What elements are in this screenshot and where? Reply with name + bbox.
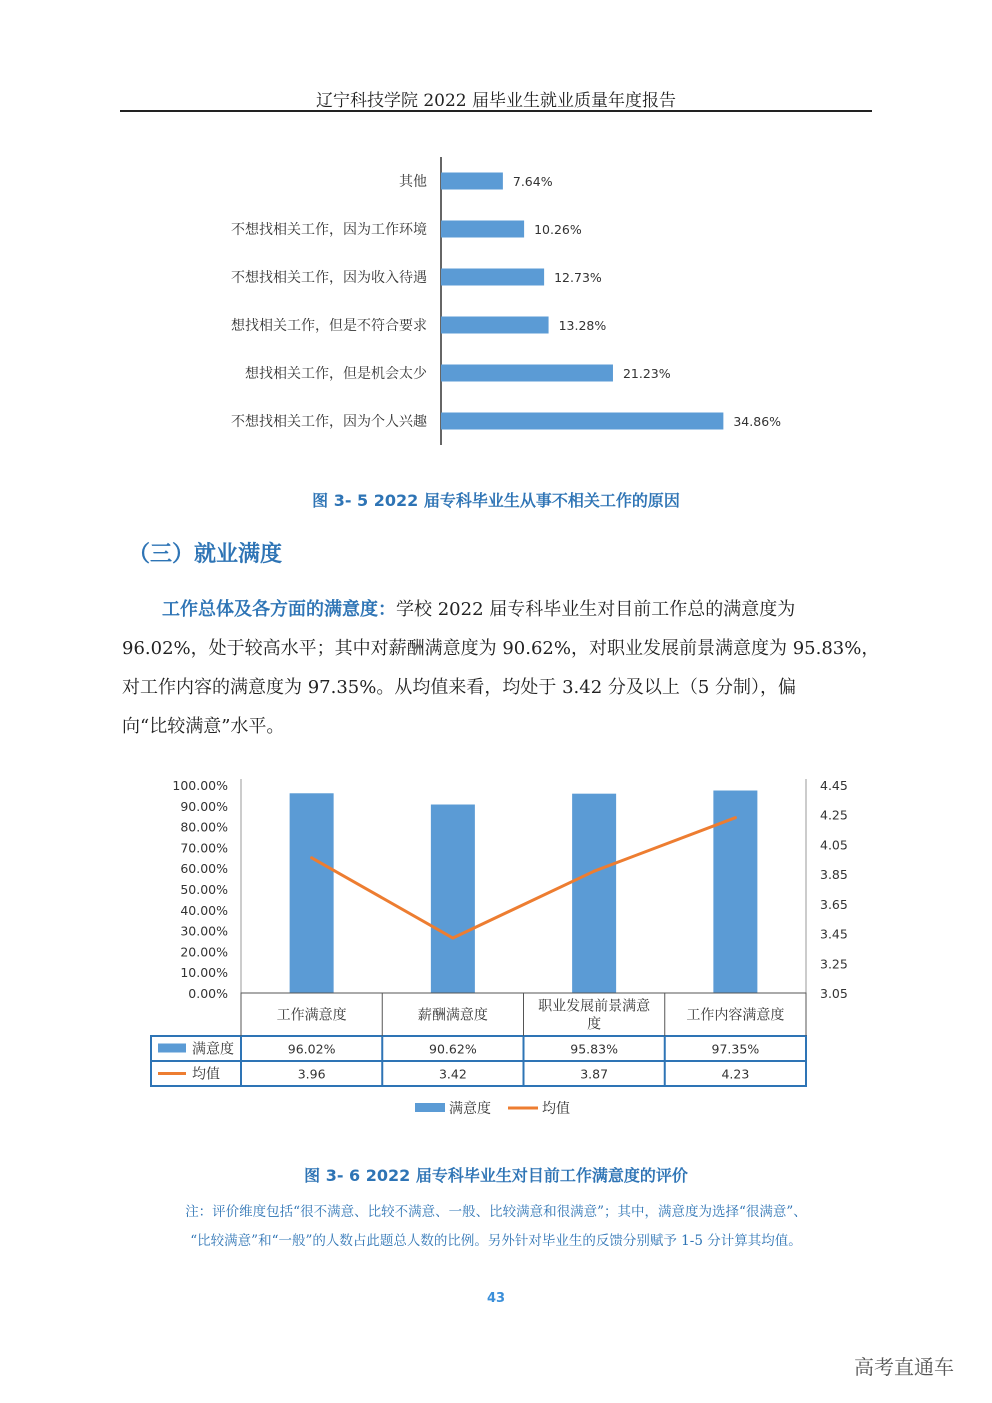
- paragraph-line-4: 向“比较满意”水平。: [122, 716, 285, 737]
- mean-value-4: 4.23: [721, 1066, 750, 1082]
- section-title: （三）就业满度: [128, 542, 283, 567]
- satisfaction-value-1: 96.02%: [287, 1041, 336, 1057]
- page-header: 辽宁科技学院 2022 届毕业生就业质量年度报告: [315, 91, 677, 111]
- satisfaction-value-2: 90.62%: [429, 1041, 477, 1057]
- right-tick-5: 4.05: [820, 837, 848, 853]
- category-label-4: 想找相关工作，但是不符合要求: [231, 318, 427, 334]
- figure-3-5-caption: 图 3- 5 2022 届专科毕业生从事不相关工作的原因: [312, 491, 680, 510]
- category-label-3-2: 度: [587, 1016, 602, 1033]
- category-label-3-1: 职业发展前景满意: [538, 998, 651, 1015]
- row-label-satisfaction: 满意度: [192, 1041, 234, 1058]
- right-tick-0: 3.05: [820, 986, 848, 1001]
- data-label-3: 12.73%: [554, 270, 602, 285]
- paragraph-line-1-text: 学校 2022 届专科毕业生对目前工作总的满意度为: [396, 599, 796, 620]
- left-tick-6: 60.00%: [180, 861, 228, 877]
- legend-label-mean: 均值: [542, 1101, 570, 1117]
- left-tick-3: 30.00%: [180, 923, 228, 939]
- mean-value-1: 3.96: [297, 1066, 326, 1082]
- satisfaction-bar-2: [431, 805, 475, 993]
- paragraph-line-2: 96.02%，处于较高水平；其中对薪酬满意度为 90.62%，对职业发展前景满意度为 95.83%，: [122, 638, 880, 659]
- category-label-1: 其他: [399, 174, 427, 190]
- satisfaction-bar-3: [572, 794, 616, 993]
- data-label-4: 13.28%: [558, 318, 607, 333]
- category-label-2: 不想找相关工作，因为工作环境: [231, 222, 427, 238]
- right-tick-1: 3.25: [820, 956, 848, 972]
- data-label-5: 21.23%: [622, 366, 671, 381]
- left-tick-10: 100.00%: [172, 778, 228, 793]
- watermark: 高考直通车: [854, 1355, 954, 1379]
- category-label-6: 不想找相关工作，因为个人兴趣: [231, 414, 427, 430]
- category-label-2-1: 薪酬满意度: [417, 1007, 488, 1024]
- left-tick-2: 20.00%: [180, 944, 228, 960]
- left-tick-1: 10.00%: [180, 965, 228, 981]
- figure-note-line-2: “比较满意”和“一般”的人数占此题总人数的比例。另外针对毕业生的反馈分别赋予 1-5 分计算其均值。: [190, 1233, 802, 1249]
- satisfaction-bar-4: [713, 791, 757, 993]
- data-label-6: 34.86%: [733, 414, 782, 429]
- left-tick-0: 0.00%: [188, 986, 228, 1001]
- mean-point-2: [451, 937, 454, 940]
- figure-3-6-caption: 图 3- 6 2022 届专科毕业生对目前工作满意度的评价: [304, 1166, 688, 1185]
- data-label-2: 10.26%: [534, 222, 582, 237]
- satisfaction-value-4: 97.35%: [711, 1041, 760, 1057]
- paragraph-lead: 工作总体及各方面的满意度：: [162, 599, 396, 620]
- satisfaction-bar-1: [290, 793, 334, 993]
- mean-score-line: [312, 818, 736, 938]
- left-tick-4: 40.00%: [180, 902, 228, 918]
- mean-point-1: [310, 856, 313, 859]
- mean-point-3: [593, 870, 596, 873]
- left-tick-8: 80.00%: [180, 819, 228, 835]
- category-label-4-1: 工作内容满意度: [686, 1007, 785, 1024]
- data-label-1: 7.64%: [512, 174, 553, 189]
- right-tick-7: 4.45: [820, 778, 848, 793]
- right-tick-4: 3.85: [820, 867, 848, 883]
- row-key-satisfaction: [158, 1044, 186, 1053]
- right-tick-6: 4.25: [820, 807, 848, 823]
- mean-value-3: 3.87: [580, 1066, 609, 1082]
- mean-value-2: 3.42: [438, 1066, 467, 1082]
- figure-note-line-1: 注：评价维度包括“很不满意、比较不满意、一般、比较满意和很满意”；其中，满意度为选择“很满意”、: [185, 1204, 807, 1220]
- mean-point-4: [734, 816, 737, 819]
- legend-label-satisfaction: 满意度: [449, 1101, 491, 1117]
- page-number: 43: [486, 1291, 506, 1306]
- left-tick-9: 90.00%: [180, 798, 228, 814]
- legend-key-satisfaction: [415, 1103, 445, 1112]
- satisfaction-value-3: 95.83%: [570, 1041, 618, 1057]
- paragraph-line-3: 对工作内容的满意度为 97.35%。从均值来看，均处于 3.42 分及以上（5 分制），偏: [122, 677, 797, 698]
- left-tick-5: 50.00%: [180, 882, 228, 897]
- category-label-3: 不想找相关工作，因为收入待遇: [231, 270, 427, 286]
- category-label-5: 想找相关工作，但是机会太少: [245, 366, 427, 382]
- category-label-1-1: 工作满意度: [276, 1007, 347, 1024]
- row-label-mean: 均值: [192, 1066, 220, 1083]
- right-tick-3: 3.65: [820, 896, 848, 912]
- left-tick-7: 70.00%: [180, 840, 228, 856]
- right-tick-2: 3.45: [820, 926, 848, 942]
